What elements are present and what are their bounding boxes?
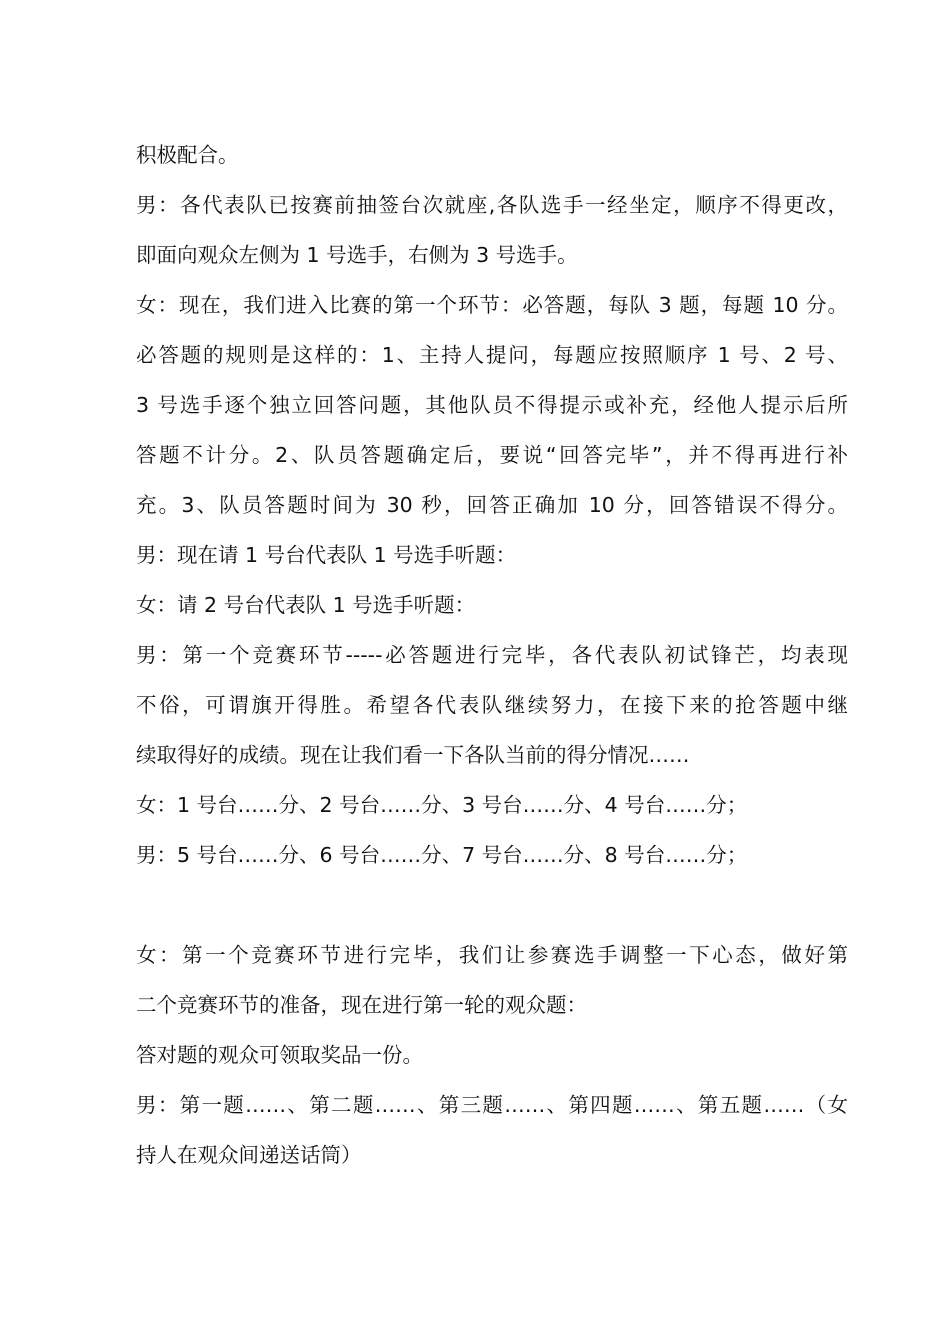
paragraph-line: 男：5 号台……分、6 号台……分、7 号台……分、8 号台……分； [136,843,748,867]
paragraph-line: 女：请 2 号台代表队 1 号选手听题： [136,593,476,617]
paragraph-line: 不俗，可谓旗开得胜。希望各代表队继续努力，在接下来的抢答题中继 [136,693,848,717]
paragraph-line: 男：各代表队已按赛前抽签台次就座,各队选手一经坐定，顺序不得更改， [136,193,848,217]
paragraph-line: 积极配合。 [136,143,239,167]
paragraph-line: 女：第一个竞赛环节进行完毕，我们让参赛选手调整一下心态，做好第 [136,943,848,967]
paragraph-line: 3 号选手逐个独立回答问题，其他队员不得提示或补充，经他人提示后所 [136,393,848,417]
paragraph-line: 续取得好的成绩。现在让我们看一下各队当前的得分情况…… [136,743,690,767]
paragraph-line: 答对题的观众可领取奖品一份。 [136,1043,423,1067]
paragraph-line: 持人在观众间递送话筒） [136,1143,362,1167]
paragraph-line: 男：现在请 1 号台代表队 1 号选手听题： [136,543,517,567]
paragraph-line: 二个竞赛环节的准备，现在进行第一轮的观众题： [136,993,587,1017]
document-body [136,130,848,1180]
blank-line [136,880,848,930]
paragraph-line: 女：1 号台……分、2 号台……分、3 号台……分、4 号台……分； [136,793,748,817]
paragraph-line: 充。3、队员答题时间为 30 秒，回答正确加 10 分，回答错误不得分。 [136,493,848,517]
paragraph-line: 答题不计分。2、队员答题确定后，要说“回答完毕”，并不得再进行补 [136,443,848,467]
paragraph-line: 男：第一个竞赛环节-----必答题进行完毕，各代表队初试锋芒，均表现 [136,643,848,667]
paragraph-line: 必答题的规则是这样的：1、主持人提问，每题应按照顺序 1 号、2 号、 [136,343,848,367]
paragraph-line: 女：现在，我们进入比赛的第一个环节：必答题，每队 3 题，每题 10 分。 [136,293,848,317]
paragraph-line: 即面向观众左侧为 1 号选手，右侧为 3 号选手。 [136,243,578,267]
paragraph-line: 男：第一题……、第二题……、第三题……、第四题……、第五题……（女 [136,1093,848,1117]
